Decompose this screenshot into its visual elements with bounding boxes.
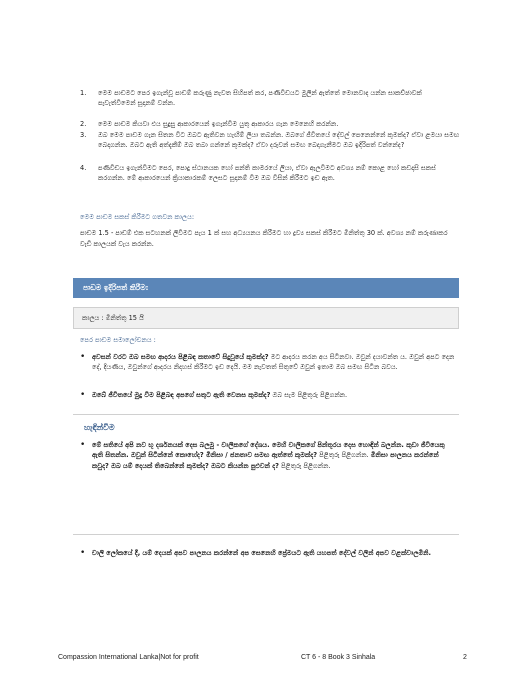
step-text: පණිවිඩය ඉගැන්වීමට පෙර, පොදු ස්ථානයක හෝ පන්ති කාමරයේ ලියා, ඒවා ඇලවීමට අවශ්‍ය නම් කොළ හෝ කඩදාසි සකස් කරගන්න. මේ ආකාරයෙන් ක්‍රියාකාරකම් ලෙසට සූදානම් වීම ඔබ විසින් කිරීමට ඉඩ ඇත. (98, 164, 436, 183)
bullet-dot: • (80, 390, 86, 400)
intro-step (80, 130, 460, 163)
section-divider (73, 534, 459, 535)
step-number: 2. (80, 120, 87, 128)
intro-bullet (80, 440, 456, 471)
intro-steps-list (80, 88, 460, 183)
step-text: මෙම පාඩමට පෙර ඉගැන්වූ පාඩම් කරුණු නැවත සිහිපත් කර, පණිවිඩයට මුලින් ඇත්තේ මොනවාද යන්න සාකච්ඡාවක් පැවැත්වීමෙන් සූදානම් වන්න. (98, 89, 422, 108)
review-answer: මට ආදරය කරන අය සිටිනවා. ඔවුන් දයාවන්ත ය. ඔවුන් අපට දෙන දේ, දියණිය, ඔවුන්ගේ ආදරය නිදහස් කිරීමට ඉඩ දෙයි. මම නැවතත් සිතුවේ ඔවුන් ඉතාම ඔබ සමඟ සිටින බවය. (92, 353, 455, 372)
time-box: කාලය : මිනිත්තු 15 යි (73, 307, 459, 329)
prep-time-text: පාඩම 1.5 - පාඩම් එක සටහනක් ලිවීමට පැය 1 ක් සහ අධ්‍යයනය කිරීමට හා ද්‍රව්‍ය සකස් කිරීමට මිනිත්තු 30 ක්. අවශ්‍ය නම් කරුණාකර වැඩි කාලයක් වැය කරන්න. (80, 229, 448, 248)
intro-bold-text: මේ සතියේ අපි නව භූ දර්ශනයක් දෙස බලමු - චාලිකගේ දේශය. මෙහි චාලිකගේ පින්තූරය දෙස හොඳින් බලන්න. කුඩා ජීවියෙකු ඇති සිතන්න. ඔවුන් සිටින්නේ කොහේද? මිනිසා / ජනතාව සමඟ ඇත්තේ කුමක්ද? (92, 441, 445, 460)
intro-bullet (80, 548, 456, 558)
step-text: මෙම පාඩම කියවා එය සුදුසු ආකාරයෙන් ඉගැන්වීම යුතු ආකාරය ගැන මෙනෙහි කරන්න. (98, 120, 339, 128)
review-answer: ඔබ සැම පිළිතුරු පිළිගන්න. (270, 391, 348, 399)
prep-time-heading: මෙම පාඩම සකස් කිරීමට ගතවන කාලය: (80, 213, 195, 221)
lesson-presentation-banner: පාඩම ඉදිරිපත් කිරීම: (73, 278, 459, 298)
bullet-dot: • (80, 548, 86, 558)
review-bullet (80, 352, 456, 373)
review-heading: පෙර පාඩම සමාලෝචනය : (80, 336, 156, 344)
intro-step (80, 163, 460, 183)
review-question: ඔබේ ජීවිතයේ මුදු වීම පිළිබඳ අපගේ සතුට ඇති වෙනස කුමක්ද? (92, 391, 271, 399)
intro-step (80, 119, 460, 130)
section-divider (73, 414, 459, 415)
footer-book-title: CT 6 - 8 Book 3 Sinhala (301, 654, 376, 661)
bullet-dot: • (80, 352, 86, 362)
step-number: 1. (80, 89, 87, 97)
review-question: අවසන් වරට ඔබ සමඟ ආදරය පිළිබඳ කතාවේ සිදුවූයේ කුමක්ද? (92, 353, 269, 361)
intro-step (80, 88, 460, 119)
introduction-title: හැඳින්වීම (84, 423, 115, 432)
step-text: ඔබ මෙම පාඩම ගැන සිතන විට ඔබට ඇතිවන හැඟීම් ලියා තබන්න. ඔබගේ ජීවිතයේ දේවල් පෙනෙන්නේ කුමක්ද? ඒවා ළමයා සමඟ බෙදාගන්න. ඔබට ඇති අත්දැකීම් ඔබ තබා ගන්නේ කුමක්ද? ඒවා දරුවන් සමඟ බෙදාගැනීමට ඔබ ඉදිරිපත් වන්නේද? (98, 131, 460, 150)
step-number: 4. (80, 164, 87, 172)
footer-organization: Compassion International Lanka|Not for profit (58, 654, 199, 661)
bullet-dot: • (80, 440, 86, 450)
intro-bold-text-2: මිනිසා පාලනය කරන්නේ කවුද? ඔබ යම් දෙයක් තිබෙන්නේ කුමක්ද? ඔබට කියන්න පුළුවන් ද? (92, 451, 439, 470)
review-bullet (80, 390, 456, 400)
intro-text: පිළිතුරු පිළිගන්න. (317, 451, 371, 460)
intro-bold-text: චාලි ලෝකයේ දී, යම් දෙයක් අපව පාලනය කරන්නේ අප සෙනෙහි ප්‍රේමයට ඇති යහපත් දේවල් වලින් අපව වළක්වාලමිනි. (92, 549, 431, 557)
step-number: 3. (80, 131, 87, 139)
footer-page-number: 2 (463, 654, 467, 661)
intro-text-2: පිළිතුරු පිළිගන්න. (278, 461, 331, 470)
